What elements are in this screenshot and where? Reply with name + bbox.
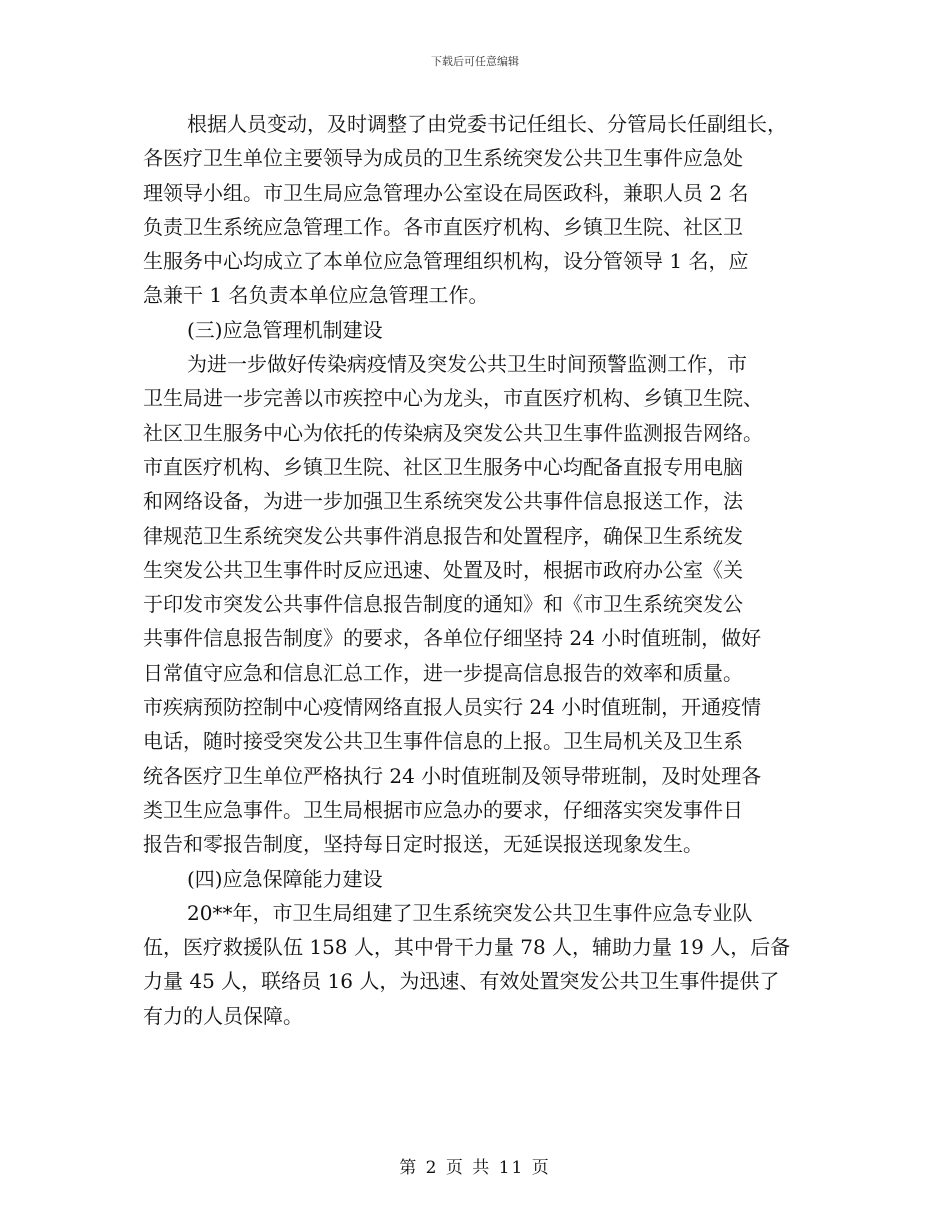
paragraph-line: 生突发公共卫生事件时反应迅速、处置及时，根据市政府办公室《关 (143, 557, 743, 582)
paragraph-line: 生服务中心均成立了本单位应急管理组织机构，设分管领导 1 名，应 (143, 249, 749, 274)
paragraph-line: 负责卫生系统应急管理工作。各市直医疗机构、乡镇卫生院、社区卫 (143, 214, 743, 239)
paragraph-line: 根据人员变动，及时调整了由党委书记任组长、分管局长任副组长， (187, 112, 787, 136)
paragraph-line: 20**年，市卫生局组建了卫生系统突发公共卫生事件应急专业队 (187, 900, 753, 925)
paragraph-line: 卫生局进一步完善以市疾控中心为龙头，市直医疗机构、乡镇卫生院、 (143, 386, 763, 411)
paragraph-line: 日常值守应急和信息汇总工作，进一步提高信息报告的效率和质量。 (143, 660, 743, 685)
paragraph-line: 各医疗卫生单位主要领导为成员的卫生系统突发公共卫生事件应急处 (143, 146, 743, 171)
body-text (143, 107, 818, 1033)
paragraph-line: 统各医疗卫生单位严格执行 24 小时值班制及领导带班制，及时处理各 (143, 763, 762, 788)
paragraph-line: 伍，医疗救援队伍 158 人，其中骨干力量 78 人，辅助力量 19 人，后备 (143, 935, 791, 960)
section-heading: (四)应急保障能力建设 (187, 866, 383, 891)
paragraph-line: 类卫生应急事件。卫生局根据市应急办的要求，仔细落实突发事件日 (143, 797, 743, 822)
paragraph-line: 有力的人员保障。 (143, 1003, 303, 1028)
paragraph-line: 电话，随时接受突发公共卫生事件信息的上报。卫生局机关及卫生系 (143, 729, 743, 754)
paragraph-line: 市疾病预防控制中心疫情网络直报人员实行 24 小时值班制，开通疫情 (143, 695, 762, 720)
section-heading: (三)应急管理机制建设 (187, 317, 383, 342)
page-footer: 第 2 页 共 11 页 (399, 1158, 551, 1178)
paragraph-line: 市直医疗机构、乡镇卫生院、社区卫生服务中心均配备直报专用电脑 (143, 454, 743, 479)
paragraph-line: 社区卫生服务中心为依托的传染病及突发公共卫生事件监测报告网络。 (143, 420, 763, 445)
paragraph-line: 于印发市突发公共事件信息报告制度的通知》和《市卫生系统突发公 (143, 592, 743, 617)
paragraph-line: 理领导小组。市卫生局应急管理办公室设在局医政科，兼职人员 2 名 (143, 180, 749, 205)
paragraph-line: 报告和零报告制度，坚持每日定时报送，无延误报送现象发生。 (143, 832, 703, 857)
paragraph-line: 力量 45 人，联络员 16 人，为迅速、有效处置突发公共卫生事件提供了 (143, 969, 780, 994)
paragraph-line: 共事件信息报告制度》的要求，各单位仔细坚持 24 小时值班制，做好 (143, 626, 762, 651)
paragraph-line: 律规范卫生系统突发公共事件消息报告和处置程序，确保卫生系统发 (143, 523, 743, 548)
paragraph-line: 急兼干 1 名负责本单位应急管理工作。 (143, 283, 489, 308)
paragraph-line: 和网络设备，为进一步加强卫生系统突发公共事件信息报送工作，法 (143, 489, 743, 514)
paragraph-line: 为进一步做好传染病疫情及突发公共卫生时间预警监测工作，市 (187, 352, 747, 377)
page-header: 下载后可任意编辑 (431, 55, 519, 68)
